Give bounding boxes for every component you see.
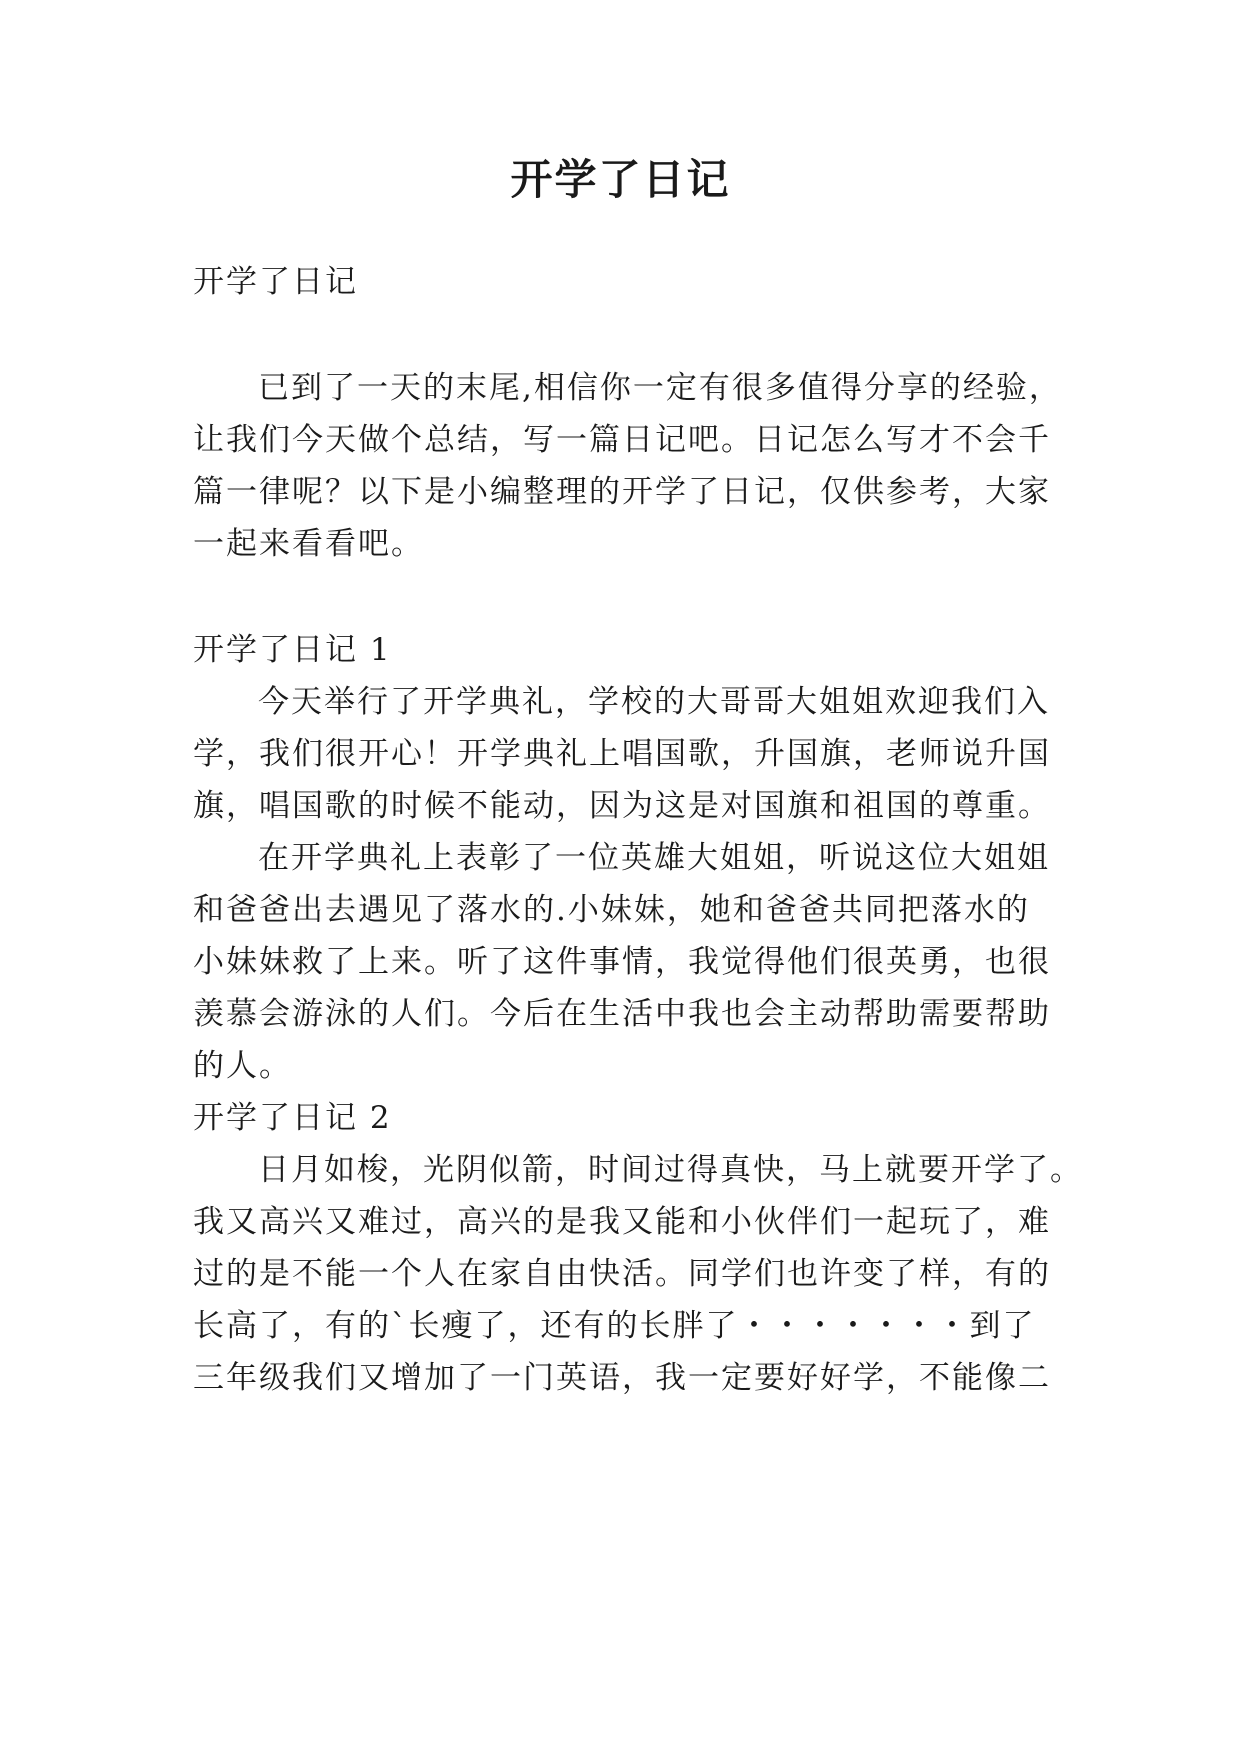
diary2-line: 我又高兴又难过，高兴的是我又能和小伙伴们一起玩了，难 xyxy=(193,1204,1051,1240)
diary1-line: 的人。 xyxy=(193,1048,292,1084)
diary2-line: 三年级我们又增加了一门英语，我一定要好好学，不能像二 xyxy=(193,1360,1051,1396)
diary1-line: 在开学典礼上表彰了一位英雄大姐姐，听说这位大姐姐 xyxy=(258,840,1050,876)
diary1-line: 羡慕会游泳的人们。今后在生活中我也会主动帮助需要帮助 xyxy=(193,996,1051,1032)
diary2-heading: 开学了日记 2 xyxy=(193,1100,392,1136)
diary1-line: 学，我们很开心！开学典礼上唱国歌，升国旗，老师说升国 xyxy=(193,736,1051,772)
diary1-line: 小妹妹救了上来。听了这件事情，我觉得他们很英勇，也很 xyxy=(193,944,1051,980)
intro-line: 篇一律呢？以下是小编整理的开学了日记，仅供参考，大家 xyxy=(193,474,1051,510)
diary2-line: 长高了，有的`长瘦了，还有的长胖了・・・・・・・到了 xyxy=(193,1308,1036,1344)
diary2-line: 过的是不能一个人在家自由快活。同学们也许变了样，有的 xyxy=(193,1256,1051,1292)
page-title: 开学了日记 xyxy=(510,155,731,204)
diary1-line: 今天举行了开学典礼，学校的大哥哥大姐姐欢迎我们入 xyxy=(258,684,1050,720)
diary1-heading: 开学了日记 1 xyxy=(193,632,392,668)
intro-line: 一起来看看吧。 xyxy=(193,526,424,562)
diary2-line: 日月如梭，光阴似箭，时间过得真快，马上就要开学了。 xyxy=(258,1152,1083,1188)
intro-line: 已到了一天的末尾,相信你一定有很多值得分享的经验， xyxy=(258,370,1062,406)
subtitle: 开学了日记 xyxy=(193,264,358,300)
diary1-line: 旗，唱国歌的时候不能动，因为这是对国旗和祖国的尊重。 xyxy=(193,788,1051,824)
diary1-line: 和爸爸出去遇见了落水的.小妹妹，她和爸爸共同把落水的 xyxy=(193,892,1030,928)
intro-line: 让我们今天做个总结，写一篇日记吧。日记怎么写才不会千 xyxy=(193,422,1051,458)
